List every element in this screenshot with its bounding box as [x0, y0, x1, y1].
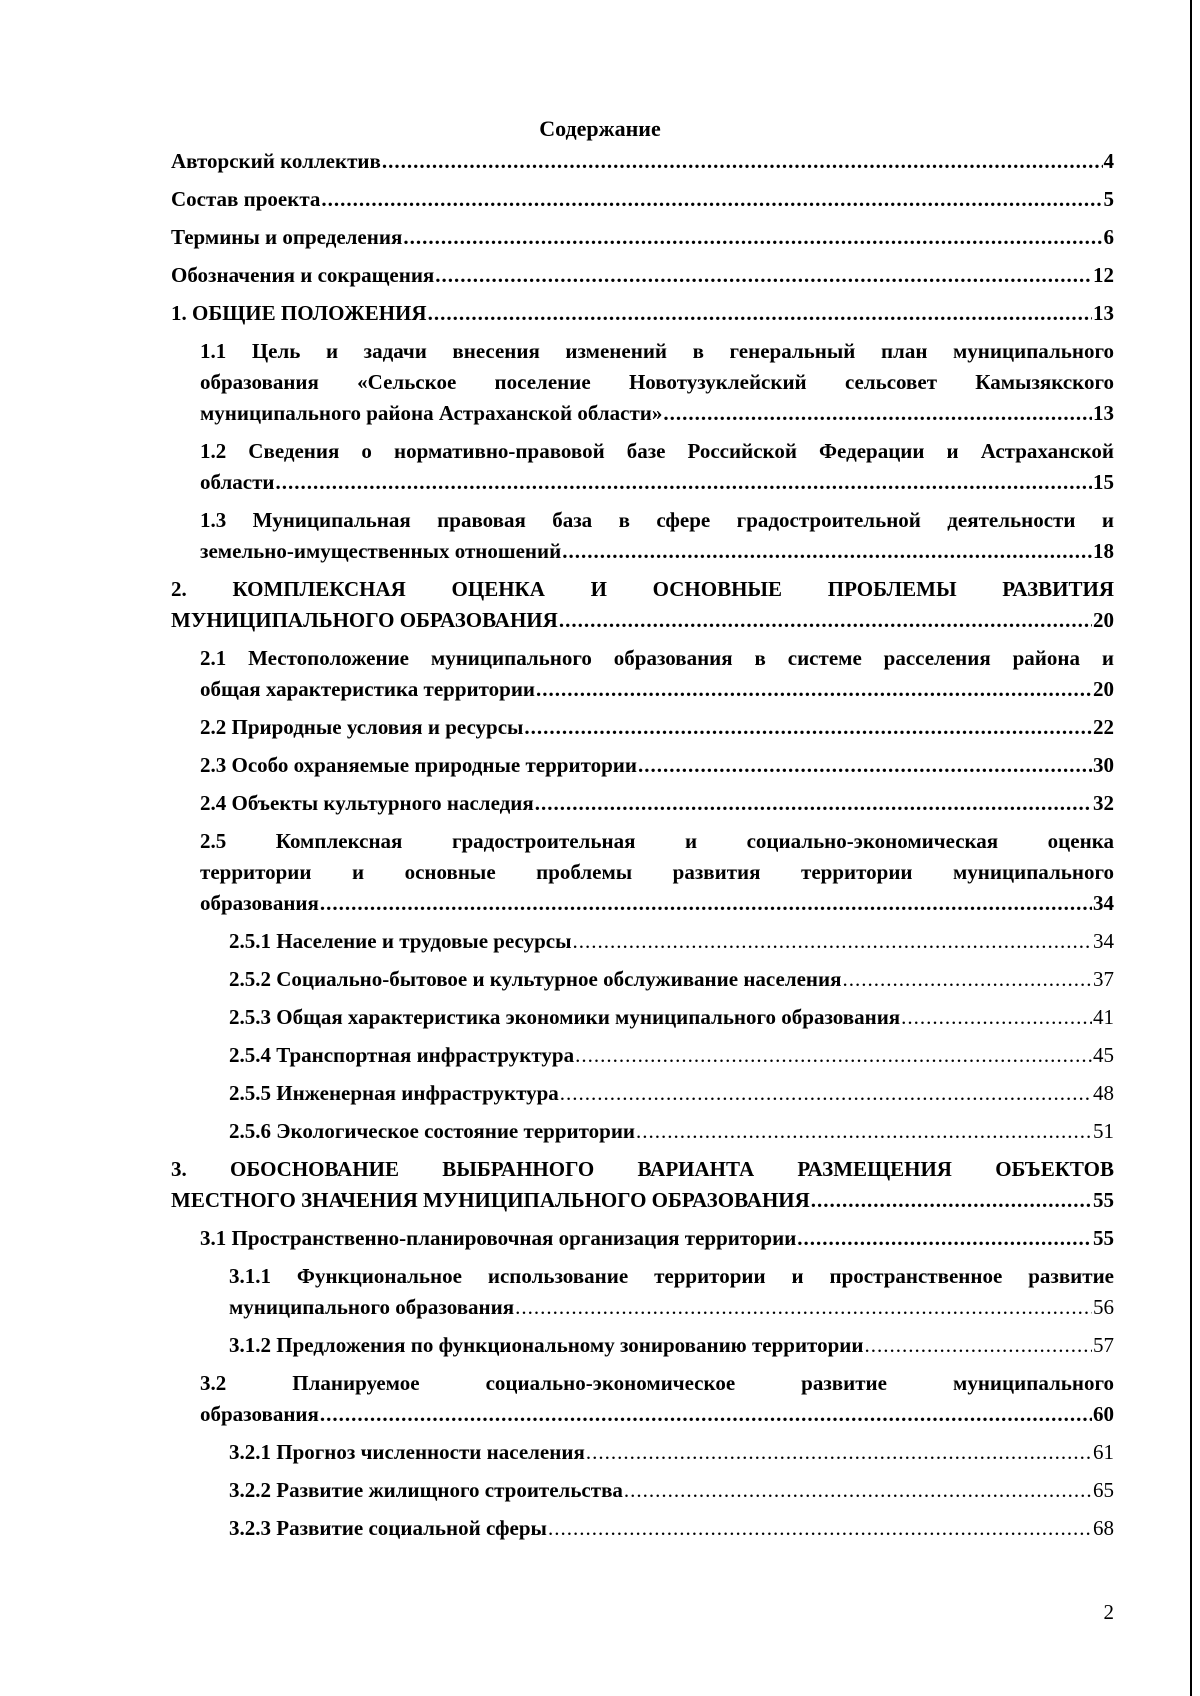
toc-title: Содержание [539, 116, 661, 141]
toc-entry-title: 1. ОБЩИЕ ПОЛОЖЕНИЯ [171, 301, 427, 325]
toc-entry-page-number: 15 [1093, 470, 1114, 494]
toc-entry[interactable] [200, 505, 1114, 567]
toc-entry-title: земельно-имущественных отношений [200, 539, 562, 563]
toc-entry-row [229, 1078, 1114, 1109]
toc-entry-page-number: 41 [1093, 1005, 1114, 1029]
toc-entry[interactable] [171, 298, 1114, 329]
toc-entry[interactable] [171, 574, 1114, 636]
toc-dot-leader [320, 888, 1092, 919]
toc-entry-page-number: 37 [1093, 967, 1114, 991]
toc-dot-leader [524, 712, 1092, 743]
toc-dot-leader [536, 674, 1092, 705]
toc-dot-leader [403, 222, 1102, 253]
toc-entry-page-number: 13 [1093, 301, 1114, 325]
toc-entry-title: муниципального образования [229, 1295, 515, 1319]
toc-entry-text-line: 1.1 Цель и задачи внесения изменений в генеральный план муниципального [200, 339, 1114, 363]
toc-entry-page-number: 68 [1093, 1516, 1114, 1540]
toc-entry-text-line: 1.2 Сведения о нормативно-правовой базе Российской Федерации и Астраханской [200, 439, 1114, 463]
toc-dot-leader [843, 964, 1093, 995]
toc-entry-row [229, 964, 1114, 995]
toc-entry-row [200, 1399, 1114, 1430]
toc-entry-row [200, 1223, 1114, 1254]
toc-entry-title: 2.4 Объекты культурного наследия [200, 791, 534, 815]
toc-entry-row [200, 712, 1114, 743]
toc-entry-page-number: 51 [1093, 1119, 1114, 1143]
toc-entry-title: 3.2.2 Развитие жилищного строительства [229, 1478, 623, 1502]
toc-entry-title: 2.5.6 Экологическое состояние территории [229, 1119, 636, 1143]
toc-entry-text-line: 3.1.1 Функциональное использование территории и пространственное развитие [229, 1264, 1114, 1288]
toc-entry-page-number: 22 [1093, 715, 1114, 739]
toc-entry-title: МЕСТНОГО ЗНАЧЕНИЯ МУНИЦИПАЛЬНОГО ОБРАЗОВАНИЯ [171, 1188, 810, 1212]
toc-entry-title: 3.1.2 Предложения по функциональному зонированию территории [229, 1333, 864, 1357]
toc-entry-title: муниципального района Астраханской области» [200, 401, 663, 425]
toc-entry[interactable] [200, 1223, 1114, 1254]
toc-entry-row [171, 260, 1114, 291]
toc-entry[interactable] [229, 1078, 1114, 1109]
toc-entry-text-line: 1.3 Муниципальная правовая база в сфере градостроительной деятельности и [200, 508, 1114, 532]
toc-entry-page-number: 4 [1103, 149, 1114, 173]
toc-entry[interactable] [229, 1475, 1114, 1506]
toc-entry[interactable] [229, 1513, 1114, 1544]
toc-entry-row [171, 298, 1114, 329]
toc-entry-row [200, 536, 1114, 567]
toc-entry-title: образования [200, 891, 319, 915]
toc-entry[interactable] [229, 964, 1114, 995]
toc-entry-title: 3.1 Пространственно-планировочная организация территории [200, 1226, 797, 1250]
toc-entry-row [171, 146, 1114, 177]
toc-dot-leader [321, 184, 1102, 215]
toc-entry-title: 2.5.3 Общая характеристика экономики муниципального образования [229, 1005, 901, 1029]
toc-dot-leader [276, 467, 1093, 498]
toc-entry-row [171, 605, 1114, 636]
toc-entry-page-number: 18 [1093, 539, 1114, 563]
toc-dot-leader [901, 1002, 1092, 1033]
toc-dot-leader [428, 298, 1092, 329]
toc-entry[interactable] [200, 788, 1114, 819]
toc-entry-title: образования [200, 1402, 319, 1426]
toc-entry-page-number: 34 [1093, 929, 1114, 953]
toc-entry-row [171, 222, 1114, 253]
toc-entry-page-number: 6 [1103, 225, 1114, 249]
toc-entry-title: Термины и определения [171, 225, 403, 249]
toc-entry-page-number: 20 [1093, 677, 1114, 701]
toc-entry-title: Авторский коллектив [171, 149, 381, 173]
toc-entry-text-line: 2.5 Комплексная градостроительная и социально-экономическая оценка [200, 829, 1114, 853]
toc-entry-row [229, 1040, 1114, 1071]
toc-entry-row [171, 184, 1114, 215]
toc-entry-row [200, 398, 1114, 429]
toc-entry[interactable] [200, 1368, 1114, 1430]
toc-entry[interactable] [229, 926, 1114, 957]
toc-entry[interactable] [229, 1330, 1114, 1361]
toc-entry-page-number: 5 [1103, 187, 1114, 211]
toc-entry-row [229, 1437, 1114, 1468]
toc-dot-leader [535, 788, 1092, 819]
toc-entry[interactable] [229, 1261, 1114, 1323]
toc-entry-text-line: 3. ОБОСНОВАНИЕ ВЫБРАННОГО ВАРИАНТА РАЗМЕЩЕНИЯ ОБЪЕКТОВ [171, 1157, 1114, 1181]
toc-entry-row [229, 926, 1114, 957]
toc-dot-leader [559, 605, 1092, 636]
toc-entry[interactable] [229, 1002, 1114, 1033]
toc-dot-leader [797, 1223, 1092, 1254]
toc-entry-title: 3.2.3 Развитие социальной сферы [229, 1516, 547, 1540]
toc-entry-row [229, 1330, 1114, 1361]
toc-entry-page-number: 30 [1093, 753, 1114, 777]
toc-dot-leader [435, 260, 1092, 291]
toc-entry-row [229, 1292, 1114, 1323]
toc-dot-leader [515, 1292, 1092, 1323]
toc-entry-title: 2.5.5 Инженерная инфраструктура [229, 1081, 559, 1105]
toc-entry-title: области [200, 470, 275, 494]
page-number: 2 [1103, 1600, 1114, 1624]
toc-dot-leader [562, 536, 1092, 567]
toc-entry-row [229, 1513, 1114, 1544]
toc-entry-page-number: 65 [1093, 1478, 1114, 1502]
toc-entry-text-line: территории и основные проблемы развития территории муниципального [200, 860, 1114, 884]
toc-entry[interactable] [171, 260, 1114, 291]
toc-dot-leader [811, 1185, 1092, 1216]
toc-dot-leader [548, 1513, 1092, 1544]
toc-entry-title: 2.2 Природные условия и ресурсы [200, 715, 524, 739]
toc-entry-page-number: 32 [1093, 791, 1114, 815]
toc-entry-page-number: 20 [1093, 608, 1114, 632]
toc-entry-page-number: 12 [1093, 263, 1114, 287]
toc-dot-leader [575, 1040, 1092, 1071]
toc-entry-title: 2.5.1 Население и трудовые ресурсы [229, 929, 572, 953]
toc-dot-leader [586, 1437, 1092, 1468]
toc-entry-title: 2.5.2 Социально-бытовое и культурное обслуживание населения [229, 967, 842, 991]
toc-entry[interactable] [200, 336, 1114, 429]
toc-entry-title: общая характеристика территории [200, 677, 536, 701]
toc-entry[interactable] [200, 750, 1114, 781]
toc-entry-page-number: 55 [1093, 1188, 1114, 1212]
table-of-contents [171, 146, 1114, 1544]
toc-dot-leader [560, 1078, 1092, 1109]
toc-entry-row [200, 674, 1114, 705]
toc-entry-title: МУНИЦИПАЛЬНОГО ОБРАЗОВАНИЯ [171, 608, 558, 632]
toc-dot-leader [572, 926, 1092, 957]
toc-entry-title: 2.5.4 Транспортная инфраструктура [229, 1043, 575, 1067]
toc-entry-title: Состав проекта [171, 187, 321, 211]
toc-entry-row [171, 1185, 1114, 1216]
toc-entry-title: 2.3 Особо охраняемые природные территории [200, 753, 637, 777]
page-border [1190, 0, 1192, 1696]
toc-entry-page-number: 34 [1093, 891, 1114, 915]
toc-entry[interactable] [229, 1116, 1114, 1147]
toc-entry-row [200, 888, 1114, 919]
toc-dot-leader [638, 750, 1092, 781]
toc-entry[interactable] [200, 643, 1114, 705]
toc-entry[interactable] [229, 1437, 1114, 1468]
toc-entry-page-number: 55 [1093, 1226, 1114, 1250]
toc-entry[interactable] [200, 436, 1114, 498]
toc-entry[interactable] [171, 1154, 1114, 1216]
toc-entry[interactable] [229, 1040, 1114, 1071]
toc-entry-page-number: 13 [1093, 401, 1114, 425]
toc-entry-page-number: 56 [1093, 1295, 1114, 1319]
toc-entry-row [200, 750, 1114, 781]
toc-entry-text-line: 2. КОМПЛЕКСНАЯ ОЦЕНКА И ОСНОВНЫЕ ПРОБЛЕМЫ РАЗВИТИЯ [171, 577, 1114, 601]
toc-entry-title: 3.2.1 Прогноз численности населения [229, 1440, 585, 1464]
toc-dot-leader [382, 146, 1103, 177]
toc-entry-page-number: 45 [1093, 1043, 1114, 1067]
toc-dot-leader [320, 1399, 1092, 1430]
toc-entry-row [200, 467, 1114, 498]
toc-entry[interactable] [171, 146, 1114, 177]
toc-entry-text-line: 2.1 Местоположение муниципального образования в системе расселения района и [200, 646, 1114, 670]
toc-entry-page-number: 48 [1093, 1081, 1114, 1105]
toc-entry-page-number: 60 [1093, 1402, 1114, 1426]
toc-entry[interactable] [200, 826, 1114, 919]
toc-entry-row [200, 788, 1114, 819]
toc-entry-page-number: 57 [1093, 1333, 1114, 1357]
toc-entry[interactable] [171, 222, 1114, 253]
toc-entry[interactable] [171, 184, 1114, 215]
toc-entry-text-line: 3.2 Планируемое социально-экономическое развитие муниципального [200, 1371, 1114, 1395]
toc-entry[interactable] [200, 712, 1114, 743]
toc-dot-leader [624, 1475, 1092, 1506]
toc-dot-leader [864, 1330, 1092, 1361]
toc-entry-page-number: 61 [1093, 1440, 1114, 1464]
toc-entry-row [229, 1116, 1114, 1147]
toc-entry-row [229, 1002, 1114, 1033]
toc-dot-leader [636, 1116, 1092, 1147]
toc-entry-title: Обозначения и сокращения [171, 263, 435, 287]
toc-entry-row [229, 1475, 1114, 1506]
toc-entry-text-line: образования «Сельское поселение Новотузуклейский сельсовет Камызякского [200, 370, 1114, 394]
toc-dot-leader [663, 398, 1092, 429]
